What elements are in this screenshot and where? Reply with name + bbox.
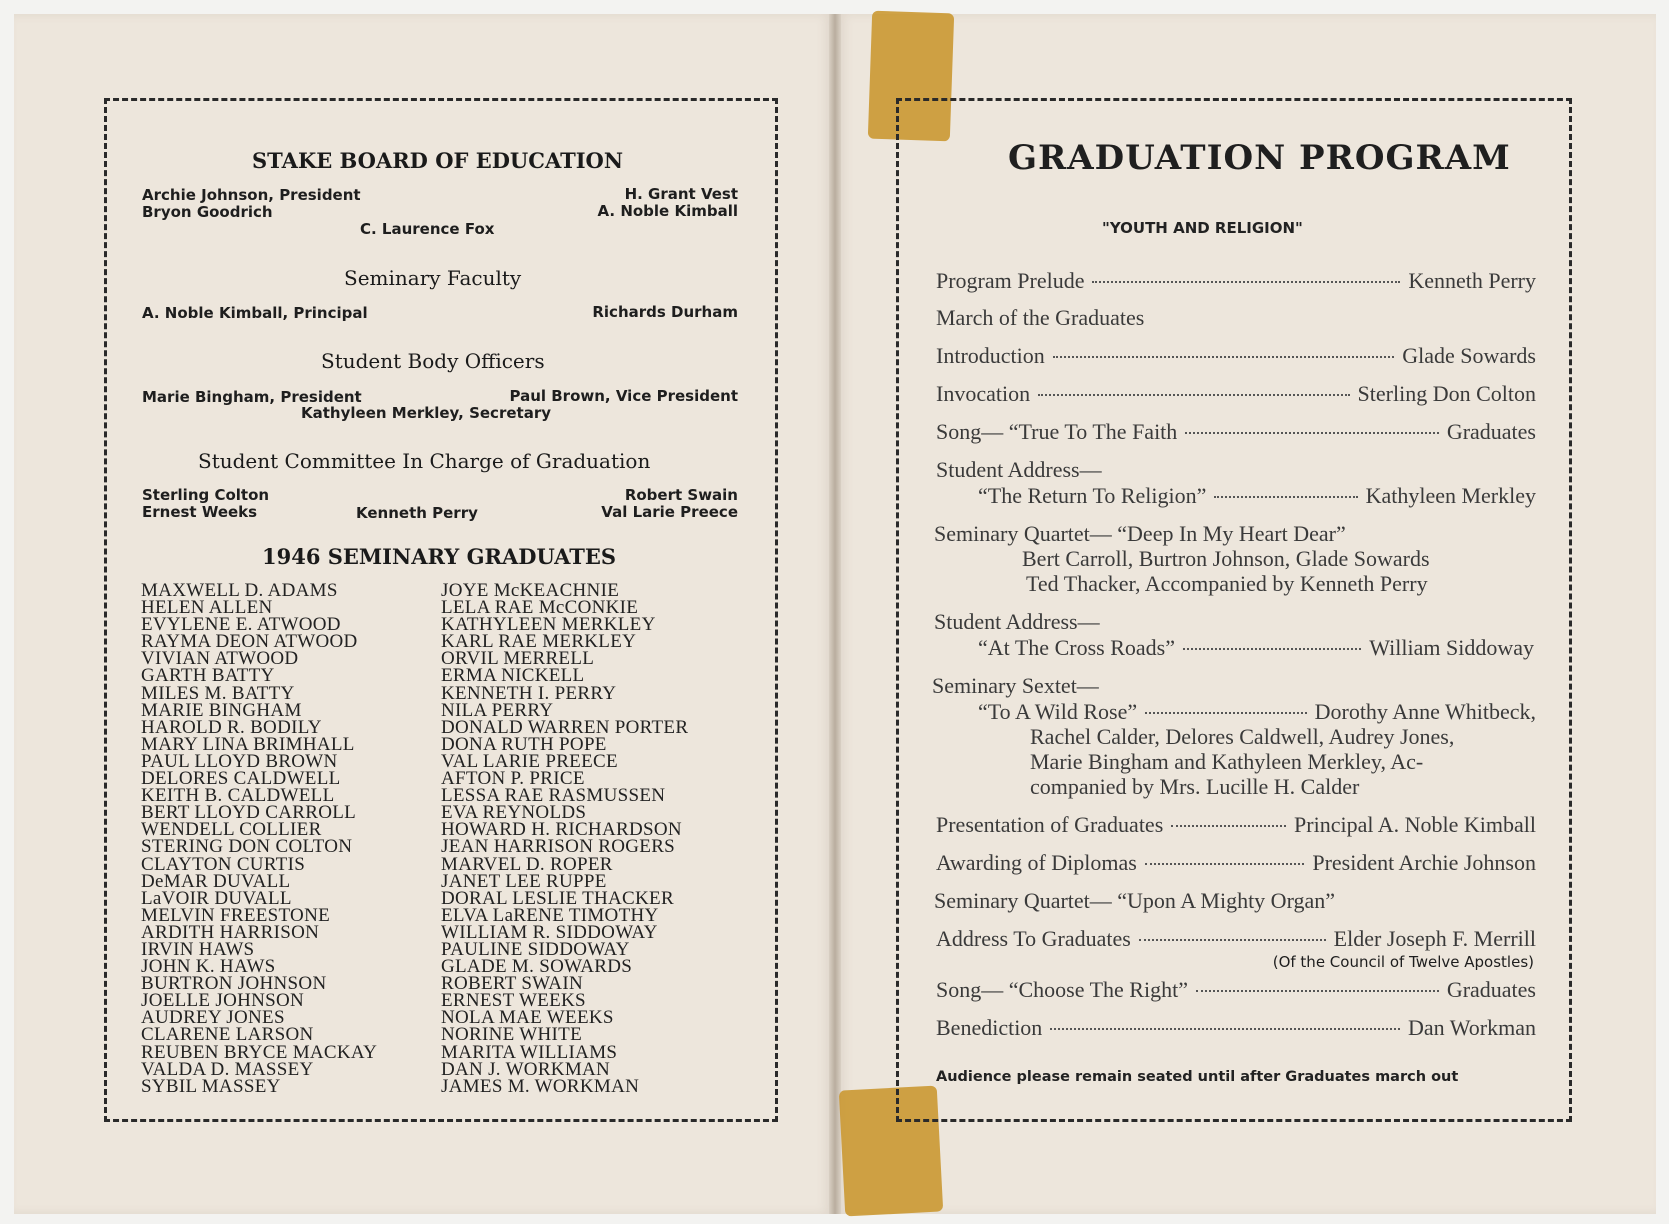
graduate-name: DeMAR DUVALL (141, 870, 291, 892)
graduate-name: KEITH B. CALDWELL (141, 785, 335, 807)
program-item-detail (978, 635, 1534, 661)
graduate-name: CLARENE LARSON (141, 1024, 314, 1046)
program-item: Seminary Quartet— “Upon A Mighty Organ” (934, 888, 1336, 913)
item-label: Introduction (936, 343, 1045, 368)
graduate-name: WENDELL COLLIER (141, 819, 322, 841)
graduate-name: DORAL LESLIE THACKER (441, 887, 674, 909)
graduate-name: JANET LEE RUPPE (441, 870, 607, 892)
leader-dots (1171, 825, 1286, 827)
item-label: Presentation of Graduates (936, 812, 1164, 837)
officer: Paul Brown, Vice President (509, 387, 738, 405)
leader-dots (1145, 712, 1307, 714)
item-performer: President Archie Johnson (1312, 850, 1536, 875)
graduate-name: ERMA NICKELL (441, 665, 585, 687)
graduate-name: AUDREY JONES (141, 1007, 285, 1029)
item-performer: William Siddoway (1369, 635, 1534, 660)
item-title: “To A Wild Rose” (978, 699, 1138, 724)
program-item: Seminary Sextet— (932, 673, 1099, 698)
leader-dots (1139, 939, 1326, 941)
program-item (936, 1015, 1536, 1041)
graduate-name: JOELLE JOHNSON (141, 990, 305, 1012)
item-title: “At The Cross Roads” (978, 635, 1175, 660)
leader-dots (1183, 648, 1361, 650)
graduates-column-1 (141, 582, 377, 1095)
program-item (936, 343, 1536, 369)
board-member: H. Grant Vest (624, 185, 738, 203)
item-performer: Sterling Don Colton (1357, 381, 1536, 406)
graduate-name: EVA REYNOLDS (441, 802, 587, 824)
program-item: March of the Graduates (936, 305, 1145, 330)
graduate-name: DONALD WARREN PORTER (441, 716, 689, 738)
program-theme: "YOUTH AND RELIGION" (1102, 219, 1303, 237)
graduate-name: MARVEL D. ROPER (441, 853, 613, 875)
graduate-name: MARIE BINGHAM (141, 699, 302, 721)
program-item: Seminary Quartet— “Deep In My Heart Dear” (934, 521, 1346, 546)
graduate-name: ROBERT SWAIN (441, 973, 583, 995)
graduate-name: ORVIL MERRELL (441, 648, 595, 670)
leader-dots (1092, 281, 1400, 283)
leader-dots (1050, 1028, 1400, 1030)
item-performer: Graduates (1446, 977, 1536, 1002)
graduate-name: HAROLD R. BODILY (141, 716, 322, 738)
committee-member: Val Larie Preece (601, 503, 738, 521)
committee-title: Student Committee In Charge of Graduation (198, 449, 651, 473)
program-item (936, 381, 1536, 407)
item-label: Benediction (936, 1015, 1043, 1040)
graduate-name: VAL LARIE PREECE (441, 750, 618, 772)
program-item (936, 850, 1536, 876)
item-performer: Dorothy Anne Whitbeck, (1314, 699, 1536, 724)
graduate-name: GLADE M. SOWARDS (441, 956, 633, 978)
program-item-detail (978, 483, 1536, 509)
graduate-name: DONA RUTH POPE (441, 733, 607, 755)
officer: Kathyleen Merkley, Secretary (301, 404, 551, 422)
officers-title: Student Body Officers (321, 349, 545, 373)
leader-dots (1185, 432, 1439, 434)
item-performer: Glade Sowards (1402, 343, 1536, 368)
graduate-name: LaVOIR DUVALL (141, 887, 292, 909)
graduate-name: NOLA MAE WEEKS (441, 1007, 614, 1029)
program-title: GRADUATION PROGRAM (1008, 138, 1511, 178)
graduate-name: DAN J. WORKMAN (441, 1058, 611, 1080)
graduate-name: GARTH BATTY (141, 665, 275, 687)
program-item-detail: companied by Mrs. Lucille H. Calder (1030, 774, 1360, 799)
item-label: Song— “Choose The Right” (936, 977, 1188, 1002)
graduate-name: KENNETH I. PERRY (441, 682, 617, 704)
item-performer: Principal A. Noble Kimball (1294, 812, 1536, 837)
program-item-detail: Rachel Calder, Delores Caldwell, Audrey Jones, (1030, 724, 1455, 749)
graduate-name: IRVIN HAWS (141, 938, 255, 960)
program-item (936, 977, 1536, 1003)
graduate-name: JOHN K. HAWS (141, 956, 276, 978)
item-label: Awarding of Diplomas (936, 850, 1137, 875)
graduate-name: VALDA D. MASSEY (141, 1058, 314, 1080)
board-member: A. Noble Kimball (597, 202, 738, 220)
leader-dots (1053, 356, 1394, 358)
committee-member: Kenneth Perry (356, 504, 478, 522)
leader-dots (1145, 863, 1305, 865)
item-performer: Kenneth Perry (1408, 268, 1536, 293)
graduate-name: LELA RAE McCONKIE (441, 597, 639, 619)
graduate-name: AFTON P. PRICE (441, 768, 585, 790)
graduate-name: LESSA RAE RASMUSSEN (441, 785, 666, 807)
board-member: Bryon Goodrich (142, 203, 273, 221)
page-fold (829, 14, 841, 1214)
leader-dots (1214, 496, 1357, 498)
graduate-name: KATHYLEEN MERKLEY (441, 614, 656, 636)
graduate-name: PAUL LLOYD BROWN (141, 750, 338, 772)
graduate-name: JEAN HARRISON ROGERS (441, 836, 676, 858)
item-label: Invocation (936, 381, 1031, 406)
board-member: Archie Johnson, President (142, 186, 361, 204)
graduate-name: DELORES CALDWELL (141, 768, 341, 790)
leader-dots (1038, 394, 1349, 396)
graduate-name: STERING DON COLTON (141, 836, 353, 858)
graduate-name: VIVIAN ATWOOD (141, 648, 299, 670)
item-performer: Graduates (1446, 419, 1536, 444)
item-performer: Kathyleen Merkley (1365, 483, 1536, 508)
graduate-name: MELVIN FREESTONE (141, 904, 331, 926)
program-item: Student Address— (936, 457, 1102, 482)
graduate-name: MILES M. BATTY (141, 682, 295, 704)
graduate-name: HOWARD H. RICHARDSON (441, 819, 682, 841)
program-item-detail: Marie Bingham and Kathyleen Merkley, Ac- (1030, 749, 1424, 774)
graduate-name: CLAYTON CURTIS (141, 853, 306, 875)
graduate-name: MARY LINA BRIMHALL (141, 733, 355, 755)
board-member: C. Laurence Fox (360, 220, 495, 238)
graduate-name: HELEN ALLEN (141, 597, 273, 619)
program-note: (Of the Council of Twelve Apostles) (1272, 953, 1534, 971)
graduate-name: BERT LLOYD CARROLL (141, 802, 357, 824)
graduate-name: MAXWELL D. ADAMS (141, 580, 338, 601)
graduate-name: EVYLENE E. ATWOOD (141, 614, 341, 636)
committee-member: Robert Swain (624, 486, 738, 504)
faculty-title: Seminary Faculty (344, 266, 522, 290)
graduate-name: ARDITH HARRISON (141, 921, 320, 943)
graduate-name: JAMES M. WORKMAN (441, 1075, 640, 1097)
program-item-detail: Ted Thacker, Accompanied by Kenneth Perry (1026, 571, 1428, 596)
graduate-name: RAYMA DEON ATWOOD (141, 631, 358, 653)
program-footer: Audience please remain seated until after Graduates march out (936, 1069, 1459, 1085)
program-item (936, 926, 1536, 952)
committee-member: Sterling Colton (142, 486, 270, 504)
leader-dots (1196, 990, 1439, 992)
graduate-name: ELVA LaRENE TIMOTHY (441, 904, 659, 926)
item-performer: Elder Joseph F. Merrill (1333, 926, 1536, 951)
graduate-name: WILLIAM R. SIDDOWAY (441, 921, 658, 943)
graduate-name: BURTRON JOHNSON (141, 973, 327, 995)
graduate-name: MARITA WILLIAMS (441, 1041, 618, 1063)
faculty-member: Richards Durham (592, 303, 738, 321)
item-title: “The Return To Religion” (978, 483, 1207, 508)
graduates-title: 1946 SEMINARY GRADUATES (262, 544, 617, 569)
program-item-detail (978, 699, 1536, 725)
program-item (936, 419, 1536, 445)
program-item (936, 812, 1536, 838)
graduate-name: PAULINE SIDDOWAY (441, 938, 630, 960)
graduates-column-2 (441, 582, 688, 1095)
graduate-name: SYBIL MASSEY (141, 1075, 281, 1097)
board-title: STAKE BOARD OF EDUCATION (252, 148, 624, 173)
graduate-name: KARL RAE MERKLEY (441, 631, 637, 653)
committee-member: Ernest Weeks (142, 503, 258, 521)
program-item (936, 268, 1536, 294)
graduate-name: NORINE WHITE (441, 1024, 582, 1046)
officer: Marie Bingham, President (142, 388, 362, 406)
item-label: Address To Graduates (936, 926, 1131, 951)
program-item: Student Address— (934, 609, 1100, 634)
item-label: Program Prelude (936, 268, 1085, 293)
graduate-name: NILA PERRY (441, 699, 554, 721)
faculty-member: A. Noble Kimball, Principal (142, 304, 368, 322)
graduate-name: JOYE McKEACHNIE (441, 580, 620, 601)
program-item-detail: Bert Carroll, Burtron Johnson, Glade Sowards (1022, 546, 1430, 571)
graduate-name: REUBEN BRYCE MACKAY (141, 1041, 378, 1063)
item-label: Song— “True To The Faith (936, 419, 1178, 444)
item-performer: Dan Workman (1408, 1015, 1536, 1040)
graduate-name: ERNEST WEEKS (441, 990, 586, 1012)
